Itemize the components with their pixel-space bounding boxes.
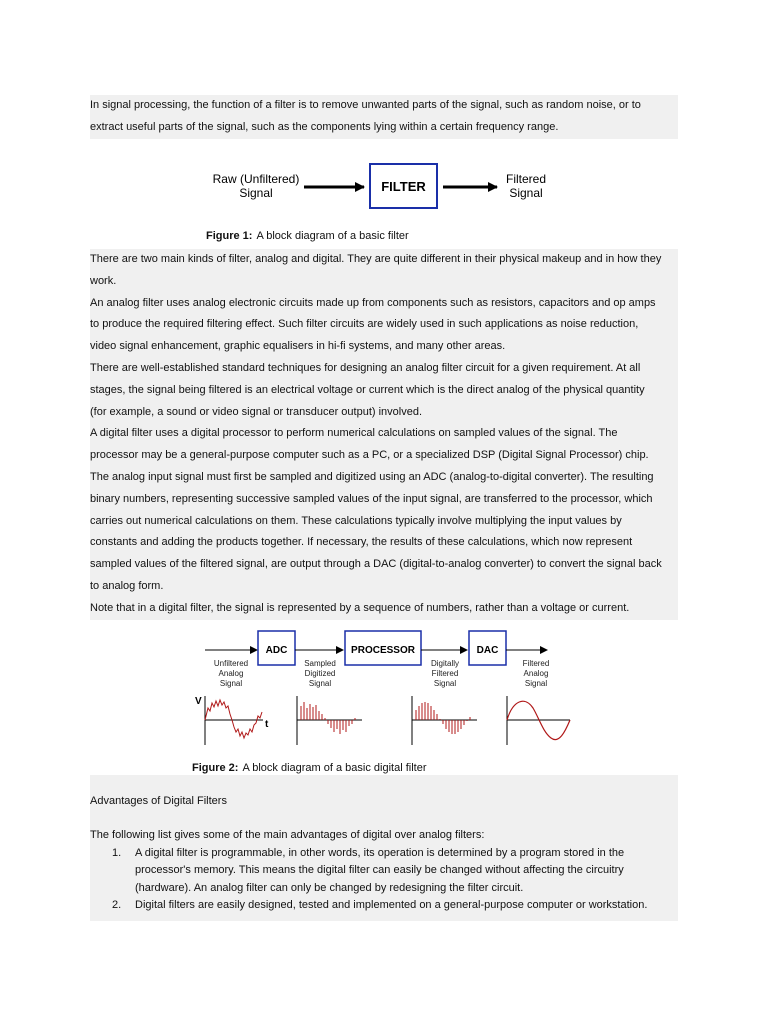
advantages-intro: The following list gives some of the main advantages of digital over analog filters: — [90, 829, 485, 841]
text-line: video signal enhancement, graphic equalisers in hi-fi systems, and many other areas. — [90, 340, 506, 353]
text-line: sampled values of the filtered signal, are output through a DAC (digital-to-analog converter) to convert the signal back — [90, 558, 662, 571]
text-line: to produce the required filtering effect. Such filter circuits are widely used in such applications as noise reduction, — [90, 318, 639, 331]
text-line: (for example, a sound or video signal or transducer output) involved. — [90, 405, 423, 418]
list-item-number: 2. — [112, 899, 122, 911]
axis-v-label: V — [195, 696, 202, 707]
paragraph-analog-design — [90, 358, 678, 423]
intro-line: extract useful parts of the signal, such as the components lying within a certain frequency range. — [90, 120, 559, 133]
signal-label: Signal — [433, 679, 457, 688]
figure1-caption-text: A block diagram of a basic filter — [256, 230, 409, 242]
paragraph-filter-kinds — [90, 249, 678, 293]
noisy-signal-wave — [205, 700, 262, 738]
signal-label: Signal — [308, 679, 332, 688]
list-item-number: 1. — [112, 846, 122, 859]
text-line: constants and adding the products together. If necessary, the results of these calculations, which now represent — [90, 536, 633, 549]
figure1-caption-prefix: Figure 1: — [206, 230, 253, 242]
filter-box-label: FILTER — [381, 179, 426, 194]
text-line: A digital filter uses a digital processor to perform numerical calculations on sampled values of the signal. The — [90, 427, 618, 440]
figure1-output-label: Signal — [509, 186, 543, 200]
figure2-caption — [192, 762, 427, 774]
adc-block-label: ADC — [265, 645, 288, 656]
text-line: Note that in a digital filter, the signal is represented by a sequence of numbers, rather than a voltage or current. — [90, 601, 630, 614]
signal-label: Filtered — [431, 669, 459, 678]
figure2-caption-text: A block diagram of a basic digital filter — [242, 762, 427, 774]
advantages-heading: Advantages of Digital Filters — [90, 795, 227, 807]
signal-label: Unfiltered — [213, 659, 249, 668]
paragraph-digital-filter — [90, 423, 678, 597]
list-item-line: (hardware). An analog filter can only be changed by redesigning the filter circuit. — [135, 881, 524, 894]
intro-paragraph — [90, 95, 678, 139]
list-item-line: processor's memory. This means the digital filter can easily be changed without affecting the circuitry — [135, 864, 624, 876]
advantages-section — [90, 775, 678, 921]
signal-label: Digitized — [304, 669, 336, 678]
list-item-line: Digital filters are easily designed, tested and implemented on a general-purpose computer or workstation. — [135, 899, 648, 911]
paragraph-analog-filter — [90, 293, 678, 358]
text-line: The analog input signal must first be sampled and digitized using an ADC (analog-to-digital converter). The resulting — [90, 470, 654, 483]
body-text — [90, 249, 678, 620]
dac-block-label: DAC — [476, 645, 499, 656]
text-line: processor may be a general-purpose computer such as a PC, or a specialized DSP (Digital Signal Processor) chip. — [90, 449, 649, 462]
figure1-input-label: Signal — [239, 186, 273, 200]
signal-label: Digitally — [430, 659, 460, 668]
figure1-input-label: Raw (Unfiltered) — [212, 172, 300, 186]
text-line: There are well-established standard techniques for designing an analog filter circuit for a given requirement. At all — [90, 361, 641, 374]
text-line: work. — [90, 274, 117, 287]
figure2-diagram — [195, 628, 575, 752]
list-item — [90, 897, 678, 915]
text-line: stages, the signal being filtered is an electrical voltage or current which is the direct analog of the physical quantity — [90, 383, 645, 396]
filtered-signal-stems — [416, 702, 470, 734]
text-line: There are two main kinds of filter, analog and digital. They are quite different in their physical makeup and in how they — [90, 253, 662, 265]
processor-block-label: PROCESSOR — [351, 645, 415, 656]
figure2-caption-prefix: Figure 2: — [192, 762, 239, 774]
signal-label: Analog — [218, 669, 244, 678]
signal-label: Signal — [524, 679, 548, 688]
text-line: to analog form. — [90, 579, 164, 592]
figure1-output-label: Filtered — [505, 172, 547, 186]
figure1-caption — [206, 230, 409, 242]
figure1-diagram — [200, 158, 560, 216]
advantages-list — [90, 845, 678, 915]
text-line: An analog filter uses analog electronic circuits made up from components such as resistors, capacitors and op amps — [90, 296, 656, 309]
text-line: binary numbers, representing successive sampled values of the input signal, are transferred to the processor, which — [90, 492, 653, 505]
signal-label: Analog — [523, 669, 549, 678]
signal-label: Sampled — [304, 659, 336, 668]
intro-line: In signal processing, the function of a filter is to remove unwanted parts of the signal, such as random noise, or to — [90, 99, 641, 111]
list-item-line: A digital filter is programmable, in other words, its operation is determined by a program stored in the — [135, 846, 625, 859]
text-line: carries out numerical calculations on them. These calculations typically involve multiplying the input values by — [90, 514, 622, 527]
list-item — [90, 845, 678, 898]
signal-label: Signal — [219, 679, 243, 688]
signal-label: Filtered — [522, 659, 550, 668]
axis-t-label: t — [265, 719, 269, 730]
sampled-signal-stems — [301, 702, 355, 734]
paragraph-digital-note — [90, 598, 678, 620]
